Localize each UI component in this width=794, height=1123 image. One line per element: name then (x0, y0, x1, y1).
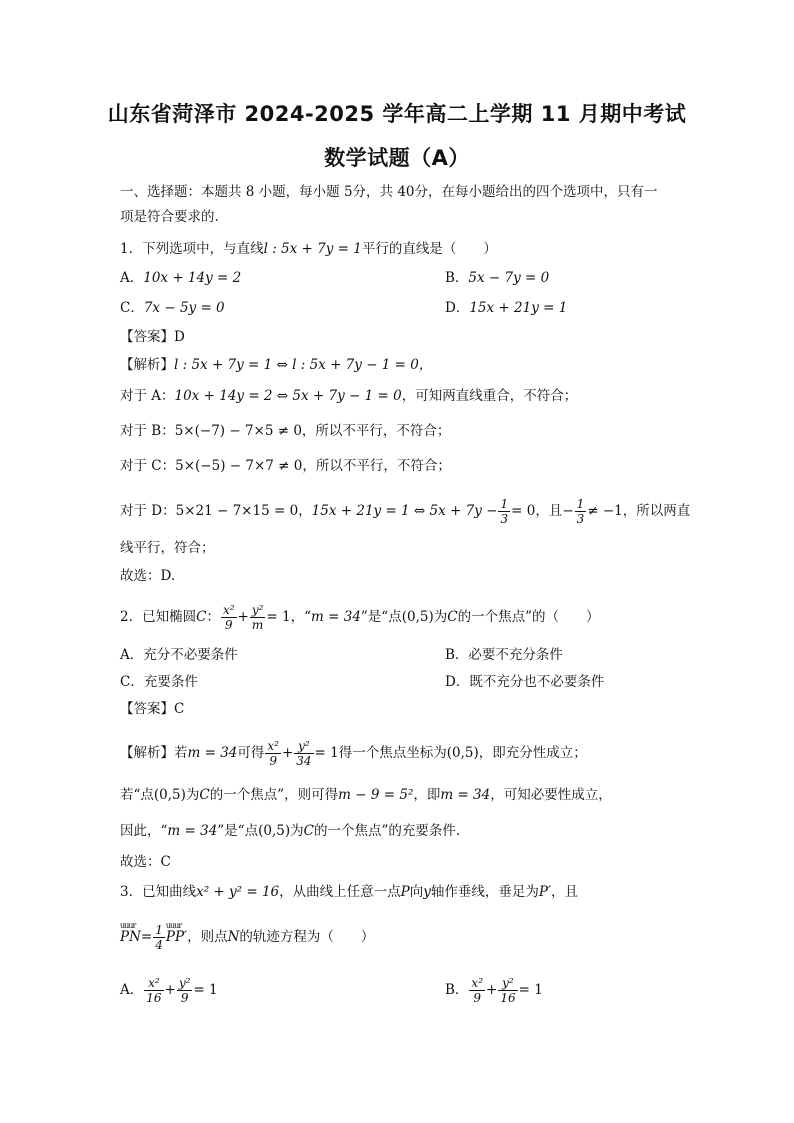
fraction-y2-16 (498, 976, 517, 1005)
q2-option-c[interactable] (120, 672, 198, 692)
q1-stem-text-b: 平行的直线是（ ） (361, 241, 497, 257)
option-label: A． (120, 982, 144, 998)
analysis-text: 为 (185, 787, 200, 803)
option-label: D． (445, 674, 470, 690)
q2-analysis-line3 (120, 821, 460, 841)
analysis-equation: m − 9 = 5² (338, 787, 414, 803)
fraction-denominator: 3 (576, 512, 585, 526)
fraction-denominator: m (251, 618, 264, 632)
exam-subtitle: 数学试题（A） (324, 146, 470, 170)
fraction-x2-16 (144, 976, 163, 1005)
equation-rhs: = 1 (518, 982, 543, 998)
analysis-label: 【解析】 (120, 357, 174, 373)
case-equation: = 0 (511, 503, 536, 519)
axis-symbol: y (423, 884, 431, 900)
point-coordinate: (0,5) (153, 787, 186, 803)
analysis-text: 若“点 (120, 787, 154, 803)
ellipse-symbol: C (447, 609, 458, 625)
point-symbol: N (227, 929, 240, 945)
fraction-numerator: y² (498, 976, 517, 991)
point-coordinate: (0,5) (258, 823, 291, 839)
q1-stem-equation: l : 5x + 7y = 1 (263, 241, 362, 257)
vector-name: PP′ (165, 929, 188, 945)
case-label: 对于 B： (120, 423, 175, 439)
case-label: 对于 A： (120, 388, 175, 404)
separator: ， (298, 503, 312, 519)
option-label: A． (120, 270, 144, 286)
fraction-denominator: 16 (146, 991, 162, 1005)
q3-stem (120, 882, 578, 902)
vector-ppprime (165, 921, 188, 947)
analysis-text: 的一个焦点”的充要条件. (313, 823, 461, 839)
q2-option-b[interactable] (445, 645, 563, 665)
point-coordinate: (0,5) (446, 745, 479, 761)
q2-answer: 【答案】C (120, 701, 185, 717)
case-equation: 5×21 − 7×15 = 0 (175, 503, 299, 519)
q2-analysis-line2 (120, 785, 612, 805)
case-label: 对于 C： (120, 458, 176, 474)
section-intro-line2: 项是符合要求的. (120, 209, 219, 225)
analysis-equation: m = 34 (187, 745, 238, 761)
point-coordinate: (0,5) (401, 609, 434, 625)
case-equation: ≠ −1 (587, 503, 623, 519)
fraction-one-fourth (153, 923, 165, 952)
stem-text: 向 (409, 884, 424, 900)
vector-arrow: uuur (165, 921, 182, 930)
minus-sign: − (562, 503, 574, 519)
analysis-text: ，即充分性成立； (478, 745, 587, 761)
fraction-denominator: 16 (500, 991, 516, 1005)
case-equation: 10x + 14y = 2 ⇔ 5x + 7y − 1 = 0 (174, 388, 402, 404)
fraction-denominator: 9 (269, 754, 277, 768)
stem-text: 2．已知椭圆 (120, 609, 197, 625)
analysis-label: 【解析】 (120, 745, 174, 761)
q1-stem (120, 239, 497, 259)
equals-sign: = (140, 929, 153, 945)
q1-analysis-c (120, 456, 451, 476)
option-value: 充分不必要条件 (143, 647, 238, 663)
q1-option-d[interactable] (445, 298, 567, 318)
option-value: 15x + 21y = 1 (469, 300, 568, 316)
equation-rhs: = 1 (193, 982, 218, 998)
ellipse-symbol: C (303, 823, 314, 839)
case-equation: 5×(−5) − 7×7 ≠ 0 (175, 458, 303, 474)
fraction-denominator: 4 (155, 938, 163, 952)
analysis-equation: m = 34 (167, 823, 218, 839)
q2-choose: 故选：C (120, 854, 171, 870)
analysis-equation: m = 34 (440, 787, 491, 803)
q3-stem-line2 (120, 923, 374, 952)
fraction-y2-9 (177, 976, 193, 1005)
option-value: 7x − 5y = 0 (143, 300, 225, 316)
plus-sign: + (164, 982, 176, 998)
equation-rhs: = 1 (266, 609, 291, 625)
equation-rhs: = 1 (314, 745, 339, 761)
analysis-text: ，可知必要性成立， (490, 787, 612, 803)
option-label: B． (445, 270, 469, 286)
case-equation: 15x + 21y = 1 ⇔ 5x + 7y − (311, 503, 498, 519)
exam-title: 山东省菏泽市 2024-2025 学年高二上学期 11 月期中考试 (107, 102, 687, 126)
point-symbol: P (400, 884, 410, 900)
stem-text: ，则点 (187, 929, 228, 945)
case-text: ，所以不平行，不符合； (301, 423, 451, 439)
fraction-denominator: 9 (224, 618, 233, 632)
analysis-text: 若 (174, 745, 188, 761)
fraction-numerator: x² (222, 603, 235, 617)
fraction-x2-9 (265, 739, 281, 768)
fraction-numerator: y² (251, 603, 264, 617)
stem-text: ，“ (290, 609, 312, 625)
fraction-denominator: 3 (500, 512, 509, 526)
fraction-numerator: 1 (576, 497, 585, 511)
fraction-numerator: 1 (500, 497, 509, 511)
case-text: ，可知两直线重合，不符合； (401, 388, 578, 404)
condition-equation: m = 34 (311, 609, 361, 625)
vector-arrow: uuur (120, 921, 136, 930)
analysis-text: ，即 (413, 787, 441, 803)
fraction-numerator: x² (267, 739, 279, 753)
option-label: A． (120, 647, 144, 663)
q1-analysis-d (120, 497, 690, 526)
stem-text: ，且 (551, 884, 579, 900)
q1-analysis-a (120, 386, 577, 406)
q1-choose: 故选：D. (120, 568, 176, 584)
fraction-numerator: x² (144, 976, 163, 991)
option-label: C． (120, 300, 144, 316)
case-equation: 5×(−7) − 7×5 ≠ 0 (174, 423, 302, 439)
option-label: D． (445, 300, 470, 316)
option-value: 必要不充分条件 (468, 647, 563, 663)
analysis-text: 因此，“ (120, 823, 168, 839)
q1-option-b[interactable] (445, 268, 549, 288)
analysis-text: ”是“点 (217, 823, 259, 839)
vector-pn (120, 921, 141, 947)
option-value: 10x + 14y = 2 (143, 270, 242, 286)
curve-equation: x² + y² = 16 (196, 884, 280, 900)
plus-sign: + (486, 982, 498, 998)
fraction-numerator: x² (471, 976, 483, 990)
fraction-one-third (575, 497, 587, 526)
stem-text: 为 (433, 609, 448, 625)
case-label: 对于 D： (120, 503, 176, 519)
option-label: B． (445, 982, 469, 998)
separator: ： (206, 609, 220, 625)
analysis-text: 可得 (237, 745, 265, 761)
plus-sign: + (237, 609, 249, 625)
q2-option-d[interactable] (445, 672, 604, 692)
ellipse-symbol: C (196, 609, 207, 625)
q1-analysis-b (120, 421, 450, 441)
analysis-equation: l : 5x + 7y = 1 ⇔ l : 5x + 7y − 1 = 0， (174, 357, 433, 373)
fraction-numerator: y² (294, 739, 313, 754)
fraction-x2-9 (221, 603, 237, 632)
q1-answer: 【答案】D (120, 329, 185, 345)
stem-text: ”是“点 (360, 609, 402, 625)
q1-stem-text-a: 1．下列选项中，与直线 (120, 241, 264, 257)
q2-option-a[interactable] (120, 645, 238, 665)
q1-analysis-line1 (120, 355, 432, 375)
q3-option-b[interactable] (445, 976, 543, 1005)
plus-sign: + (281, 745, 294, 761)
q2-stem (120, 603, 599, 632)
analysis-text: 的一个焦点”，则可得 (209, 787, 339, 803)
fraction-numerator: 1 (155, 923, 163, 937)
fraction-denominator: 9 (180, 991, 189, 1005)
fraction-x2-9 (469, 976, 485, 1005)
stem-text: 3．已知曲线 (120, 884, 197, 900)
fraction-y2-m (250, 603, 266, 632)
case-text: ，所以两直 (622, 503, 691, 519)
fraction-y2-34 (294, 739, 313, 768)
fraction-denominator: 9 (473, 991, 482, 1005)
option-value: 5x − 7y = 0 (468, 270, 550, 286)
option-value: 既不充分也不必要条件 (469, 674, 605, 690)
stem-text: 的一个焦点”的（ ） (457, 609, 600, 625)
option-label: B． (445, 647, 469, 663)
section-intro-line1: 一、选择题：本题共 8 小题，每小题 5分，共 40分，在每小题给出的四个选项中，只有一 (120, 184, 658, 200)
q2-analysis-line1 (120, 739, 587, 768)
q1-analysis-d-line2: 线平行，符合； (120, 540, 215, 556)
q3-option-a[interactable] (120, 976, 218, 1005)
q1-option-c[interactable] (120, 298, 225, 318)
vector-name: PN (120, 929, 141, 945)
ellipse-symbol: C (199, 787, 210, 803)
point-symbol: P′ (538, 884, 552, 900)
stem-text: 的轨迹方程为（ ） (239, 929, 375, 945)
fraction-one-third (498, 497, 510, 526)
stem-text: 轴作垂线，垂足为 (430, 884, 539, 900)
analysis-text: 为 (290, 823, 304, 839)
stem-text: ，从曲线上任意一点 (279, 884, 401, 900)
q1-option-a[interactable] (120, 268, 241, 288)
fraction-denominator: 34 (296, 754, 312, 768)
analysis-text: 得一个焦点坐标为 (338, 745, 447, 761)
fraction-numerator: y² (178, 976, 191, 990)
separator: ，且 (535, 503, 563, 519)
option-label: C． (120, 674, 144, 690)
case-text: ，所以不平行，不符合； (302, 458, 451, 474)
option-value: 充要条件 (143, 674, 198, 690)
